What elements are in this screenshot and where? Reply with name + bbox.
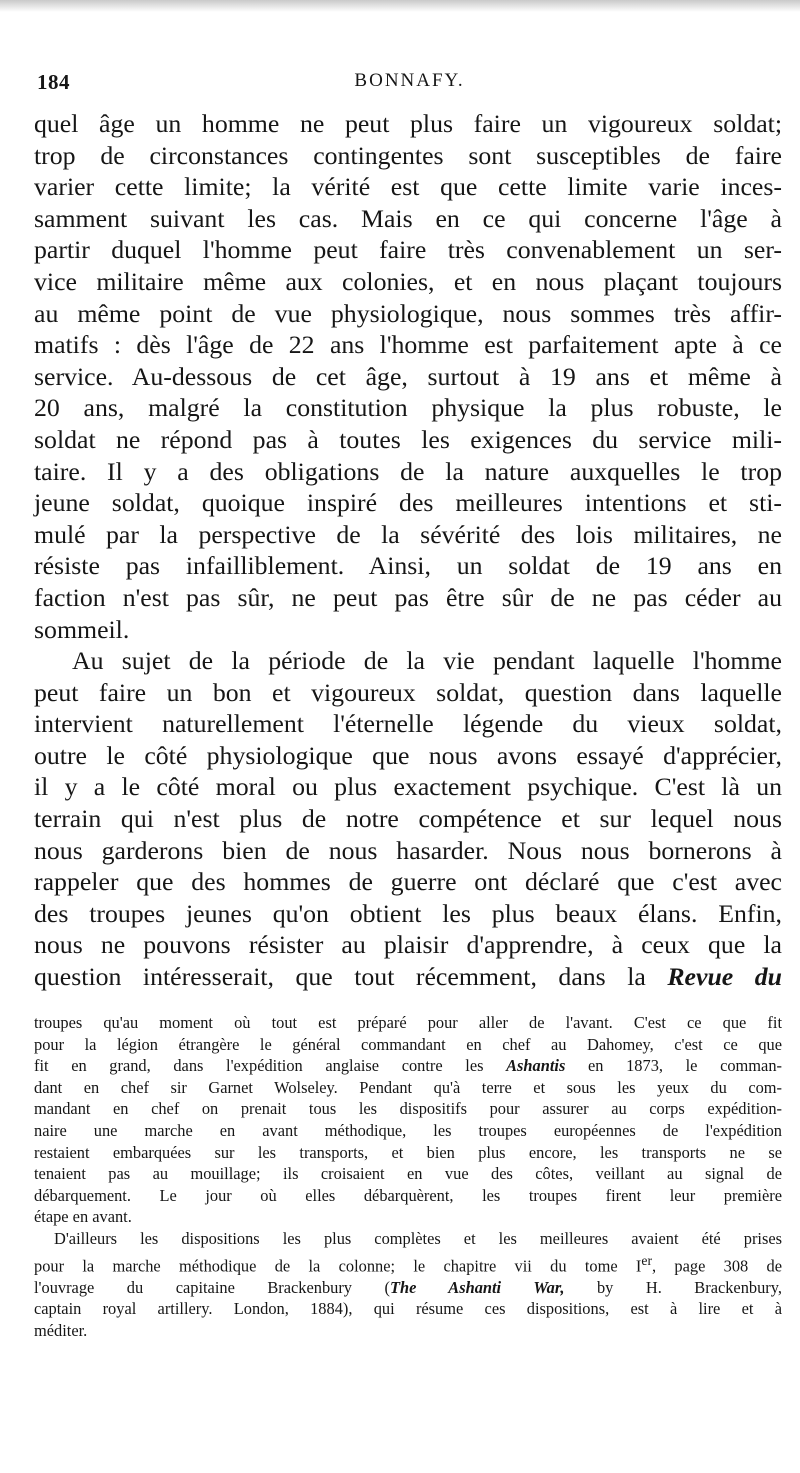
footnote-line: méditer. <box>34 1320 88 1340</box>
text-line: partir duquel l'homme peut faire très convenablement un ser- <box>34 235 782 265</box>
text-line: outre le côté physiologique que nous avons essayé d'apprécier, <box>34 740 782 770</box>
text-line: des troupes jeunes qu'on obtient les plus beaux élans. Enfin, <box>34 898 782 928</box>
text-line: 20 ans, malgré la constitution physique la plus robuste, le <box>34 393 782 423</box>
page-number: 184 <box>37 70 70 94</box>
footnote-segment: l'ouvrage du capitaine Brackenbury ( <box>34 1277 390 1297</box>
book-title: The Ashanti War, <box>389 1277 565 1297</box>
footnote-line <box>34 1250 782 1277</box>
superscript: er <box>641 1252 652 1268</box>
text-line: terrain qui n'est plus de notre compétence et sur lequel nous <box>34 804 782 834</box>
running-head: BONNAFY. <box>354 70 465 91</box>
footnote-line: troupes qu'au moment où tout est préparé pour aller de l'avant. C'est ce que fit <box>34 1013 782 1032</box>
footnote-segment: en 1873, le comman- <box>588 1056 782 1076</box>
text-line: nous garderons bien de nous hasarder. Nous nous bornerons à <box>34 835 782 865</box>
text-line: trop de circonstances contingentes sont susceptibles de faire <box>34 140 782 170</box>
text-line: quel âge un homme ne peut plus faire un vigoureux soldat; <box>34 109 782 138</box>
text-line <box>34 961 782 993</box>
text-line: vice militaire même aux colonies, et en nous plaçant toujours <box>34 266 782 296</box>
footnotes <box>34 1012 782 1341</box>
footnote-line: captain royal artillery. London, 1884), qui résume ces dispositions, est à lire et à <box>34 1299 782 1319</box>
footnote-line: tenaient pas au mouillage; ils croisaient en vue des côtes, veillant au signal de <box>34 1164 782 1184</box>
text-line: nous ne pouvons résister au plaisir d'apprendre, à ceux que la <box>34 930 782 960</box>
text-line: Au sujet de la période de la vie pendant laquelle l'homme <box>72 646 782 676</box>
footnote-segment: fit en grand, dans l'expédition anglaise contre les <box>34 1056 484 1076</box>
footnote-segment: by H. Brackenbury, <box>596 1277 782 1297</box>
text-line: varier cette limite; la vérité est que cette limite varie inces- <box>34 172 782 202</box>
text-line: peut faire un bon et vigoureux soldat, question dans laquelle <box>34 677 782 707</box>
text-line: soldat ne répond pas à toutes les exigences du service mili- <box>34 424 782 454</box>
text-line: taire. Il y a des obligations de la nature auxquelles le trop <box>34 456 782 486</box>
text-line: mulé par la perspective de la sévérité des lois militaires, ne <box>34 519 782 549</box>
text-line: faction n'est pas sûr, ne peut pas être sûr de ne pas céder au <box>34 582 782 612</box>
main-text <box>34 108 782 993</box>
footnote-line <box>34 1277 782 1299</box>
text-line: jeune soldat, quoique inspiré des meilleures intentions et sti- <box>34 488 782 518</box>
footnote-line: D'ailleurs les dispositions les plus complètes et les meilleures avaient été prises <box>54 1228 782 1248</box>
footnote-line: dant en chef sir Garnet Wolseley. Pendant qu'à terre et sous les yeux du com- <box>34 1077 782 1097</box>
footnote-line: débarquement. Le jour où elles débarquèrent, les troupes firent leur première <box>34 1185 782 1205</box>
text-line: au même point de vue physiologique, nous sommes très affir- <box>34 298 782 328</box>
scan-edge <box>0 0 800 12</box>
text-line: samment suivant les cas. Mais en ce qui concerne l'âge à <box>34 203 782 233</box>
footnote-line: naire une marche en avant méthodique, les troupes européennes de l'expédition <box>34 1120 782 1140</box>
footnote-segment: , page 308 de <box>652 1256 782 1275</box>
footnote-line: mandant en chef on prenait tous les dispositifs pour assurer au corps expédition- <box>34 1099 782 1119</box>
text-line: service. Au-dessous de cet âge, surtout à 19 ans et même à <box>34 361 782 391</box>
footnote-line <box>34 1055 782 1077</box>
text-segment: question intéresserait, que tout récemment, dans la <box>34 962 646 992</box>
footnote-line: pour la légion étrangère le général commandant en chef au Dahomey, c'est ce que <box>34 1034 782 1054</box>
text-line: sommeil. <box>34 614 130 644</box>
footnote-line: restaient embarquées sur les transports, et bien plus encore, les transports ne se <box>34 1142 782 1162</box>
italic-term: Ashantis <box>506 1056 566 1076</box>
text-line: il y a le côté moral ou plus exactement psychique. C'est là un <box>34 772 782 802</box>
page-header <box>37 70 782 110</box>
footnote-line: étape en avant. <box>34 1207 132 1227</box>
footnote-segment: pour la marche méthodique de la colonne; le chapitre vii du tome I <box>34 1256 642 1275</box>
text-line: rappeler que des hommes de guerre ont déclaré que c'est avec <box>34 867 782 897</box>
text-line: matifs : dès l'âge de 22 ans l'homme est parfaitement apte à ce <box>34 330 782 360</box>
text-line: intervient naturellement l'éternelle légende du vieux soldat, <box>34 709 782 739</box>
journal-title: Revue du <box>667 962 782 992</box>
text-line: résiste pas infailliblement. Ainsi, un soldat de 19 ans en <box>34 551 782 581</box>
